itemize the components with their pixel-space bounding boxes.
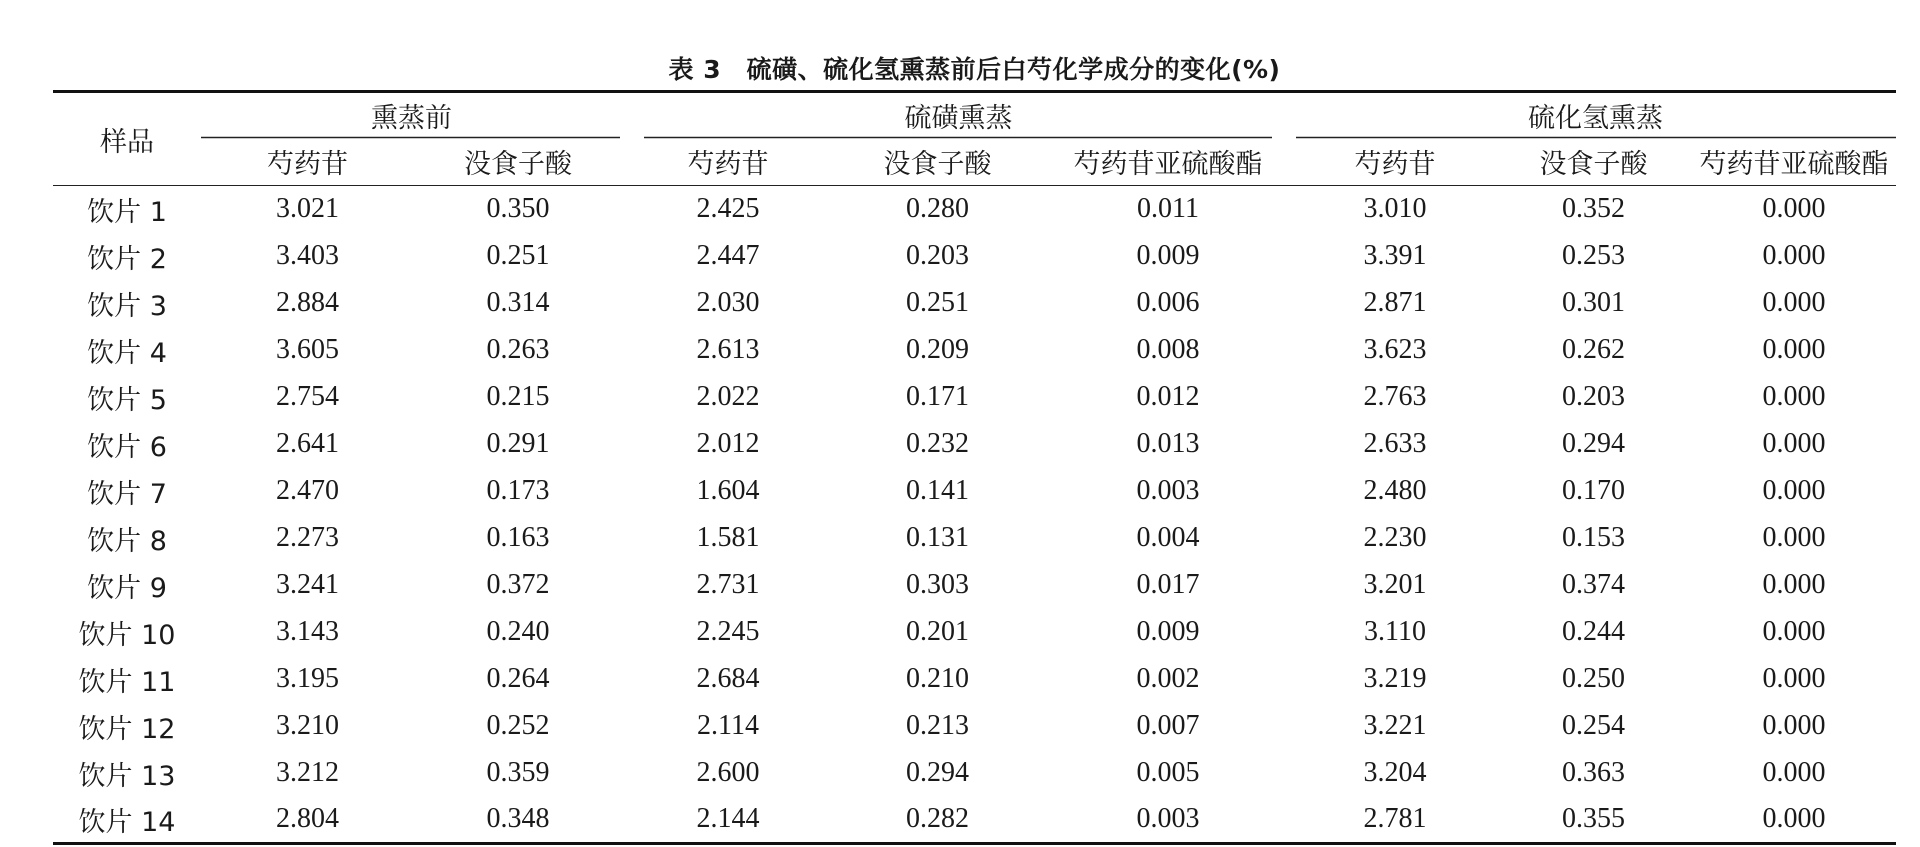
value-cell: 0.253 <box>1562 240 1625 271</box>
table-row <box>53 233 1896 280</box>
subcolumn-header: 芍药苷 <box>622 139 834 186</box>
table-row <box>53 186 1896 233</box>
sample-name: 饮片 1 <box>87 196 167 228</box>
value-cell: 0.009 <box>1136 240 1200 271</box>
value-cell: 2.230 <box>1363 522 1427 553</box>
value-cell: 3.210 <box>276 710 339 741</box>
value-cell: 3.021 <box>276 193 339 225</box>
group-header-sulfur-label: 硫磺熏蒸 <box>904 103 1013 135</box>
sample-name: 饮片 12 <box>78 713 176 745</box>
subcolumn-header: 没食子酸 <box>834 139 1041 186</box>
sample-name: 饮片 4 <box>87 337 167 369</box>
value-cell: 2.480 <box>1363 475 1427 506</box>
value-cell: 0.008 <box>1136 334 1200 365</box>
value-cell: 2.641 <box>276 428 339 459</box>
value-cell: 0.173 <box>486 475 550 506</box>
value-cell: 0.262 <box>1562 334 1625 365</box>
value-cell: 0.013 <box>1136 428 1200 459</box>
value-cell: 0.000 <box>1762 475 1826 506</box>
value-cell: 0.210 <box>906 663 969 694</box>
value-cell: 0.000 <box>1762 381 1826 412</box>
value-cell: 3.195 <box>276 663 339 694</box>
subcolumn-header: 没食子酸 <box>414 139 622 186</box>
value-cell: 2.425 <box>696 193 760 225</box>
sample-name: 饮片 2 <box>87 243 167 275</box>
table-row <box>53 327 1896 374</box>
value-cell: 2.754 <box>276 381 339 412</box>
value-cell: 0.163 <box>486 522 550 553</box>
value-cell: 0.280 <box>906 193 969 225</box>
value-cell: 0.314 <box>486 287 550 318</box>
value-cell: 0.000 <box>1762 757 1826 788</box>
value-cell: 2.781 <box>1295 797 1495 844</box>
value-cell: 0.007 <box>1136 710 1200 741</box>
value-cell: 3.605 <box>276 334 339 365</box>
value-cell: 0.215 <box>486 381 550 412</box>
table-row <box>53 609 1896 656</box>
sample-name: 饮片 8 <box>87 525 167 557</box>
subcolumn-header: 芍药苷亚硫酸酯 <box>1041 139 1295 186</box>
value-cell: 0.000 <box>1762 193 1826 225</box>
table-row <box>53 421 1896 468</box>
value-cell: 0.000 <box>1762 569 1826 600</box>
sample-name: 饮片 10 <box>78 619 176 651</box>
value-cell: 0.000 <box>1762 710 1826 741</box>
value-cell: 0.000 <box>1692 797 1896 844</box>
table-row <box>53 280 1896 327</box>
value-cell: 3.403 <box>276 240 339 271</box>
subcolumn-header: 芍药苷亚硫酸酯 <box>1692 139 1896 186</box>
sample-name: 饮片 11 <box>78 666 176 698</box>
value-cell: 0.000 <box>1762 428 1826 459</box>
value-cell: 3.219 <box>1363 663 1427 694</box>
value-cell: 2.022 <box>696 381 760 412</box>
value-cell: 2.273 <box>276 522 339 553</box>
table-row <box>53 374 1896 421</box>
group-header-before-label: 熏蒸前 <box>371 103 452 135</box>
sample-name: 饮片 6 <box>87 431 167 463</box>
sample-name: 饮片 14 <box>53 797 201 844</box>
value-cell: 0.294 <box>906 757 969 788</box>
value-cell: 0.291 <box>486 428 550 459</box>
value-cell: 0.240 <box>486 616 550 647</box>
value-cell: 0.141 <box>906 475 969 506</box>
value-cell: 2.012 <box>696 428 760 459</box>
value-cell: 0.250 <box>1562 663 1625 694</box>
value-cell: 0.282 <box>834 797 1041 844</box>
value-cell: 3.623 <box>1363 334 1427 365</box>
value-cell: 2.804 <box>201 797 414 844</box>
value-cell: 0.294 <box>1562 428 1625 459</box>
value-cell: 3.201 <box>1363 569 1427 600</box>
value-cell: 3.241 <box>276 569 339 600</box>
value-cell: 1.604 <box>696 475 760 506</box>
value-cell: 2.684 <box>696 663 760 694</box>
value-cell: 0.171 <box>906 381 969 412</box>
subcolumn-header: 芍药苷 <box>1295 139 1495 186</box>
value-cell: 3.110 <box>1364 616 1426 647</box>
value-cell: 0.000 <box>1762 522 1826 553</box>
value-cell: 0.254 <box>1562 710 1625 741</box>
sample-name: 饮片 3 <box>87 290 167 322</box>
value-cell: 2.030 <box>696 287 760 318</box>
group-header-sulfur <box>622 92 1295 139</box>
value-cell: 0.301 <box>1562 287 1625 318</box>
value-cell: 0.006 <box>1136 287 1200 318</box>
value-cell: 2.600 <box>696 757 760 788</box>
value-cell: 0.153 <box>1562 522 1625 553</box>
table-caption: 表 3 硫磺、硫化氢熏蒸前后白芍化学成分的变化(%) <box>668 55 1281 84</box>
group-header-before <box>201 92 622 139</box>
value-cell: 0.000 <box>1762 334 1826 365</box>
value-cell: 0.263 <box>486 334 550 365</box>
table-row <box>53 515 1896 562</box>
sample-header: 样品 <box>53 92 201 186</box>
value-cell: 0.017 <box>1136 569 1200 600</box>
value-cell: 0.213 <box>906 710 969 741</box>
value-cell: 2.613 <box>696 334 760 365</box>
value-cell: 0.355 <box>1495 797 1692 844</box>
chemical-composition-table <box>53 90 1896 845</box>
value-cell: 0.002 <box>1136 663 1200 694</box>
value-cell: 2.144 <box>622 797 834 844</box>
table-row <box>53 468 1896 515</box>
value-cell: 2.763 <box>1363 381 1427 412</box>
value-cell: 2.731 <box>696 569 760 600</box>
value-cell: 0.170 <box>1562 475 1625 506</box>
value-cell: 3.010 <box>1363 193 1427 225</box>
value-cell: 0.251 <box>486 240 550 271</box>
group-header-h2s <box>1295 92 1896 139</box>
value-cell: 0.303 <box>906 569 969 600</box>
table-row <box>53 562 1896 609</box>
table-row <box>53 703 1896 750</box>
value-cell: 3.221 <box>1363 710 1427 741</box>
value-cell: 0.363 <box>1562 757 1625 788</box>
table-body <box>53 186 1896 844</box>
value-cell: 1.581 <box>696 522 760 553</box>
value-cell: 2.245 <box>696 616 760 647</box>
value-cell: 0.000 <box>1762 287 1826 318</box>
value-cell: 0.009 <box>1136 616 1200 647</box>
value-cell: 3.391 <box>1363 240 1427 271</box>
value-cell: 3.212 <box>276 757 339 788</box>
value-cell: 0.252 <box>486 710 550 741</box>
value-cell: 0.131 <box>906 522 969 553</box>
table-row <box>53 750 1896 797</box>
value-cell: 0.372 <box>486 569 550 600</box>
value-cell: 2.114 <box>697 710 759 741</box>
sample-name: 饮片 7 <box>87 478 167 510</box>
value-cell: 0.003 <box>1136 475 1200 506</box>
value-cell: 3.204 <box>1363 757 1427 788</box>
value-cell: 2.470 <box>276 475 339 506</box>
value-cell: 0.005 <box>1136 757 1200 788</box>
value-cell: 0.000 <box>1762 616 1826 647</box>
value-cell: 0.348 <box>414 797 622 844</box>
subcolumn-header: 没食子酸 <box>1495 139 1692 186</box>
table-row <box>53 797 1896 844</box>
value-cell: 0.350 <box>486 193 550 225</box>
value-cell: 0.201 <box>906 616 969 647</box>
value-cell: 0.244 <box>1562 616 1625 647</box>
table-row <box>53 656 1896 703</box>
value-cell: 2.884 <box>276 287 339 318</box>
value-cell: 2.447 <box>696 240 760 271</box>
value-cell: 0.251 <box>906 287 969 318</box>
value-cell: 0.232 <box>906 428 969 459</box>
sample-name: 饮片 13 <box>78 760 176 792</box>
group-header-h2s-label: 硫化氢熏蒸 <box>1528 103 1663 135</box>
sample-name: 饮片 9 <box>87 572 167 604</box>
value-cell: 3.143 <box>276 616 339 647</box>
subcolumn-header: 芍药苷 <box>201 139 414 186</box>
value-cell: 0.359 <box>486 757 550 788</box>
value-cell: 0.011 <box>1137 193 1199 225</box>
value-cell: 0.374 <box>1562 569 1625 600</box>
value-cell: 0.203 <box>1562 381 1625 412</box>
value-cell: 0.209 <box>906 334 969 365</box>
value-cell: 2.633 <box>1363 428 1427 459</box>
value-cell: 0.000 <box>1762 240 1826 271</box>
sample-name: 饮片 5 <box>87 384 167 416</box>
value-cell: 0.203 <box>906 240 969 271</box>
value-cell: 0.003 <box>1041 797 1295 844</box>
value-cell: 0.352 <box>1562 193 1625 225</box>
value-cell: 0.012 <box>1136 381 1200 412</box>
value-cell: 0.004 <box>1136 522 1200 553</box>
value-cell: 2.871 <box>1363 287 1427 318</box>
value-cell: 0.264 <box>486 663 550 694</box>
value-cell: 0.000 <box>1762 663 1826 694</box>
